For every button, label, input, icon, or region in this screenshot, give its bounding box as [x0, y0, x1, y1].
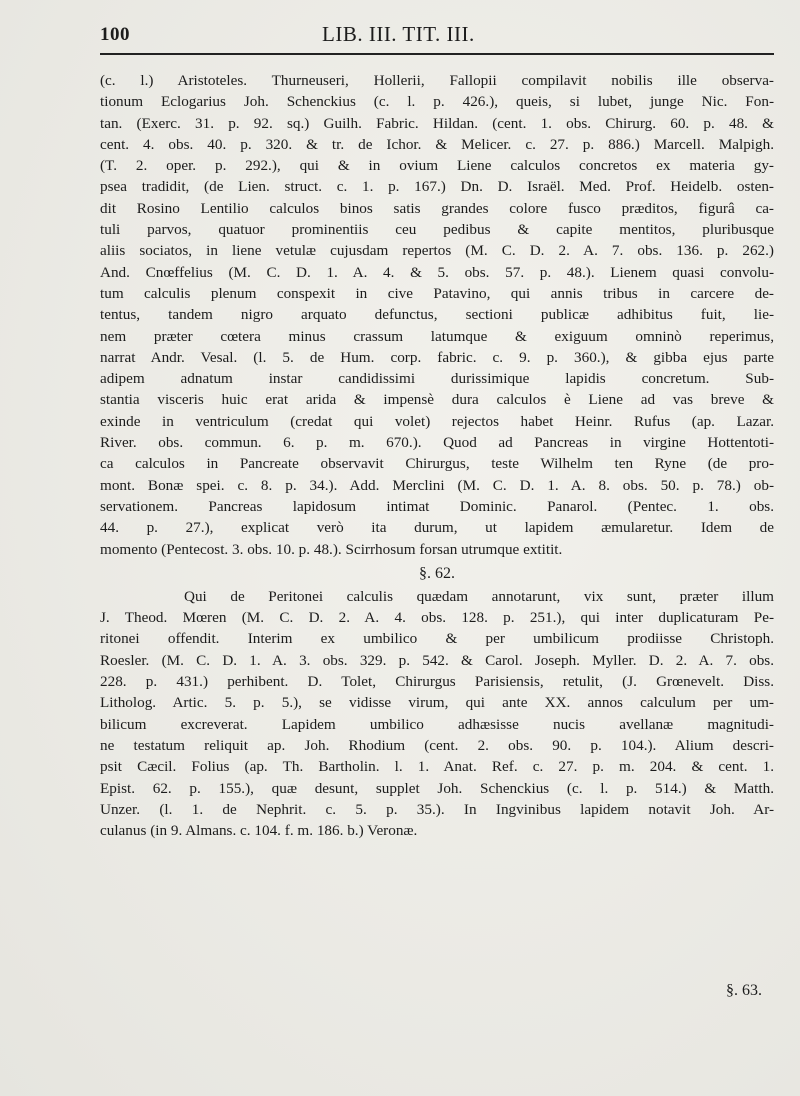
text-line: 228. p. 431.) perhibent. D. Tolet, Chirurgus Parisiensis, retulit, (J. Grœnevelt. Diss.: [100, 673, 774, 691]
text-line: ritonei offendit. Interim ex umbilico & per umbilicum prodiisse Christoph.: [100, 630, 774, 648]
header-rule: [100, 53, 774, 55]
text-line: stantia visceris huic erat arida & impensè dura calculos è Liene ad vas breve &: [100, 391, 774, 409]
text-line: aliis sociatos, in liene vetulæ cujusdam repertos (M. C. D. 2. A. 7. obs. 136. p. 262.): [100, 242, 774, 260]
text-line: 44. p. 27.), explicat verò ita durum, ut lapidem æmularetur. Idem de: [100, 519, 774, 537]
body-text: [100, 70, 774, 841]
text-line: (c. l.) Aristoteles. Thurneuseri, Hollerii, Fallopii compilavit nobilis ille observa-: [100, 72, 774, 89]
paragraph-1: [100, 70, 774, 560]
text-line: Litholog. Artic. 5. p. 5.), se vidisse virum, qui ante XX. annos calculum per um-: [100, 694, 774, 712]
text-line: Unzer. (l. 1. de Nephrit. c. 5. p. 35.). In Ingvinibus lapidem notavit Joh. Ar-: [100, 800, 774, 818]
text-line: J. Theod. Mœren (M. C. D. 2. A. 4. obs. 128. p. 251.), qui inter duplicaturam Pe-: [100, 609, 774, 627]
text-line: And. Cnœffelius (M. C. D. 1. A. 4. & 5. obs. 57. p. 48.). Lienem quasi convolu-: [100, 263, 774, 281]
text-line: exinde in ventriculum (credat qui volet) rejectos habet Heinr. Rufus (ap. Lazar.: [100, 412, 774, 430]
text-line: servationem. Pancreas lapidosum intimat Dominic. Panarol. (Pentec. 1. obs.: [100, 497, 774, 515]
text-line: mont. Bonæ spei. c. 8. p. 34.). Add. Merclini (M. C. D. 1. A. 8. obs. 50. p. 78.) ob-: [100, 476, 774, 494]
text-line: nem præter cœtera minus crassum latumque & exiguum omninò reperimus,: [100, 327, 774, 345]
text-line: tuli parvos, quatuor prominentiis ceu pedibus & capite mentitos, pluribusque: [100, 221, 774, 239]
text-line: Epist. 62. p. 155.), quæ desunt, supplet Joh. Schenckius (c. l. p. 514.) & Matth.: [100, 779, 774, 797]
page-number: 100: [100, 24, 130, 45]
text-line: dit Rosino Lentilio calculos binos satis grandes colore fusco præditos, figurâ ca-: [100, 199, 774, 217]
section-heading: §. 62.: [419, 564, 455, 582]
text-line: tan. (Exerc. 31. p. 92. sq.) Guilh. Fabric. Hildan. (cent. 1. obs. Chirurg. 60. p. 48. &: [100, 114, 774, 132]
text-line: tionum Eclogarius Joh. Schenckius (c. l. p. 426.), queis, si lubet, junge Nic. Fon-: [100, 93, 774, 111]
paragraph-2: [100, 586, 774, 842]
running-title: LIB. III. TIT. III.: [322, 22, 475, 46]
text-line: tum calculis plenum conspexit in cive Patavino, qui annis tribus in carcere de-: [100, 284, 774, 302]
text-line: adipem adnatum instar candidissimi durissimique lapidis concretum. Sub-: [100, 370, 774, 388]
text-line: psea tradidit, (de Lien. struct. c. 1. p. 167.) Dn. D. Israël. Med. Prof. Heidelb. osten-: [100, 178, 774, 196]
text-line: tentus, tandem nigro arquato defunctus, sectioni publicæ adhibitus fuit, lie-: [100, 306, 774, 324]
catchword: §. 63.: [726, 982, 762, 999]
text-line: cent. 4. obs. 40. p. 320. & tr. de Ichor. & Melicer. c. 27. p. 886.) Marcell. Malpigh.: [100, 135, 774, 153]
text-line: psit Cæcil. Folius (ap. Th. Bartholin. l. 1. Anat. Ref. c. 27. p. m. 204. & cent. 1.: [100, 758, 774, 776]
page-header: [100, 20, 774, 50]
text-line: Roesler. (M. C. D. 1. A. 3. obs. 329. p. 542. & Carol. Joseph. Myller. D. 2. A. 7. obs.: [100, 651, 774, 669]
text-line: momento (Pentecost. 3. obs. 10. p. 48.). Scirrhosum forsan utrumque extitit.: [100, 540, 563, 558]
text-line: culanus (in 9. Almans. c. 104. f. m. 186. b.) Veronæ.: [100, 822, 418, 840]
text-line: Qui de Peritonei calculis quædam annotarunt, vix sunt, præter illum: [184, 587, 774, 605]
text-line: ca calculos in Pancreate observavit Chirurgus, teste Wilhelm ten Ryne (de pro-: [100, 455, 774, 473]
text-line: River. obs. commun. 6. p. m. 670.). Quod ad Pancreas in virgine Hottentoti-: [100, 434, 774, 452]
text-line: narrat Andr. Vesal. (l. 5. de Hum. corp. fabric. c. 9. p. 360.), & gibba ejus parte: [100, 348, 774, 366]
text-line: bilicum excreverat. Lapidem umbilico adhæsisse nucis avellanæ magnitudi-: [100, 715, 774, 733]
text-line: ne testatum reliquit ap. Joh. Rhodium (cent. 2. obs. 90. p. 104.). Alium descri-: [100, 736, 774, 754]
text-line: (T. 2. oper. p. 292.), qui & in ovium Liene calculos concretos ex materia gy-: [100, 157, 774, 175]
